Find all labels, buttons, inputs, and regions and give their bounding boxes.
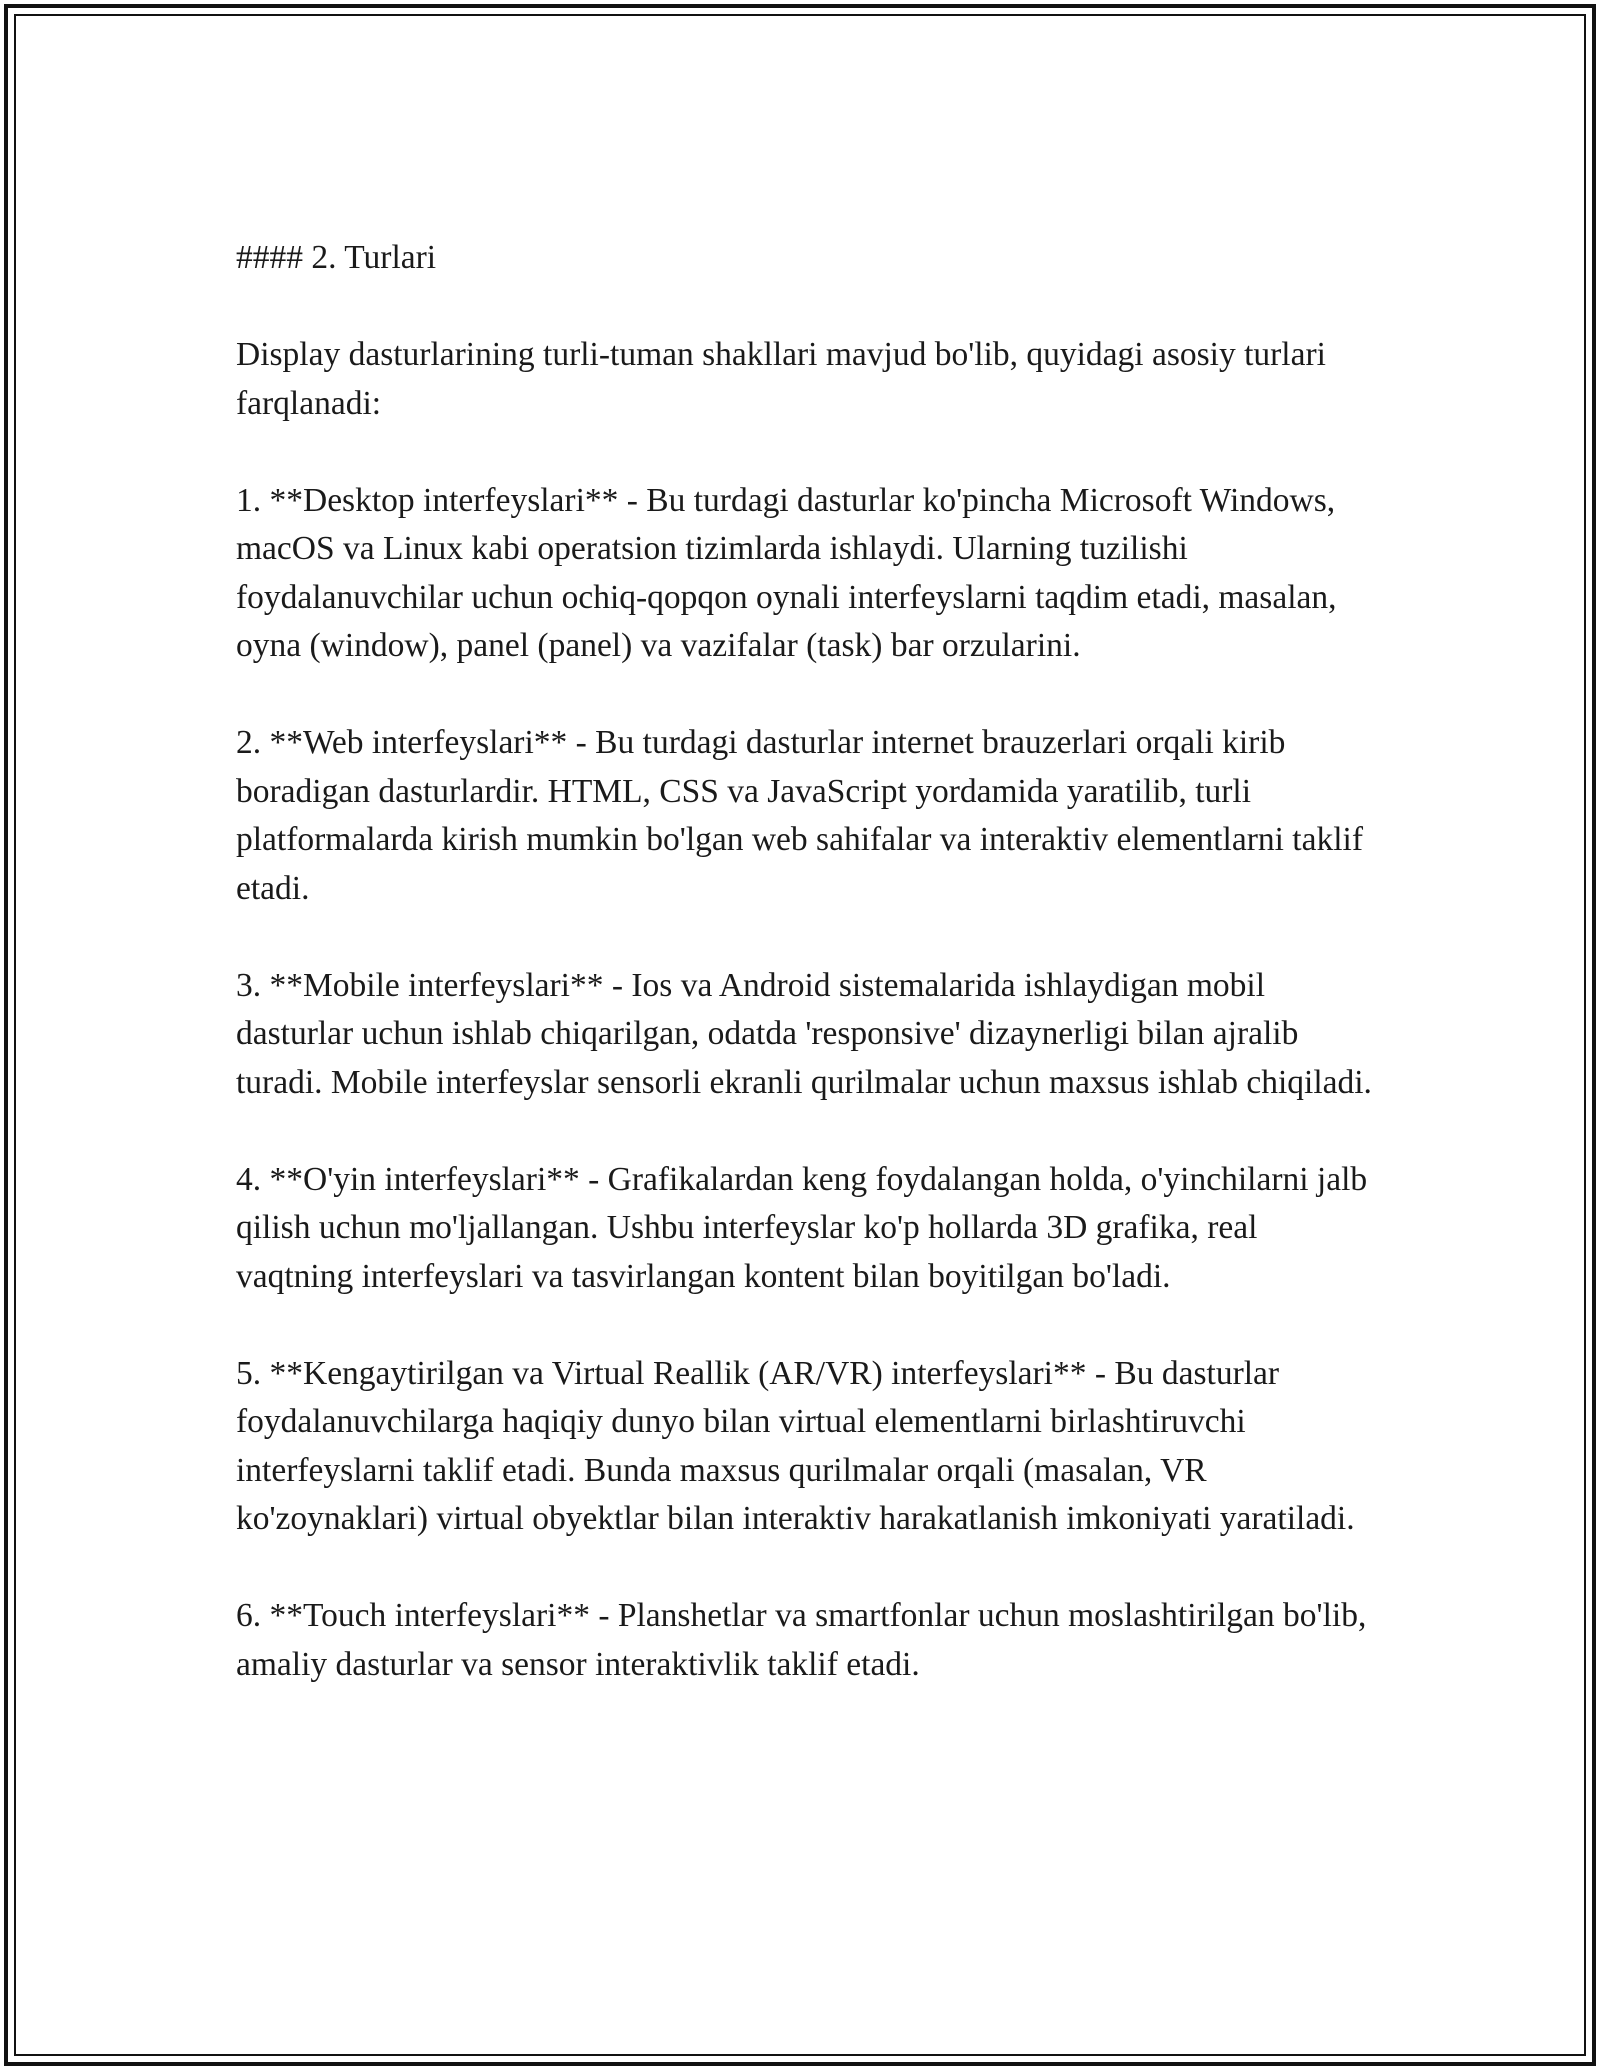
list-item-ar-vr: 5. **Kengaytirilgan va Virtual Reallik (AR/VR) interfeyslari** - Bu dasturlar foydalanuvchilarga haqiqiy dunyo bilan virtual elementlarni birlashtiruvchi interfeyslarni taklif etadi. Bunda maxsus qurilmalar orqali (masalan, VR ko'zoynaklari) virtual obyektlar bilan interaktiv harakatlanish imkoniyati yaratiladi.	[236, 1354, 1355, 1537]
list-item-desktop: 1. **Desktop interfeyslari** - Bu turdagi dasturlar ko'pincha Microsoft Windows, macOS va Linux kabi operatsion tizimlarda ishlaydi. Ularning tuzilishi foydalanuvchilar uchun ochiq-qopqon oynali interfeyslarni taqdim etadi, masalan, oyna (window), panel (panel) va vazifalar (task) bar orzularini.	[236, 481, 1337, 664]
section-heading: #### 2. Turlari	[236, 239, 437, 276]
list-item-web: 2. **Web interfeyslari** - Bu turdagi dasturlar internet brauzerlari orqali kirib boradigan dasturlardir. HTML, CSS va JavaScript yordamida yaratilib, turli platformalarda kirish mumkin bo'lgan web sahifalar va interaktiv elementlarni taklif etadi.	[236, 724, 1363, 907]
list-item-mobile: 3. **Mobile interfeyslari** - Ios va Android sistemalarida ishlaydigan mobil dasturlar uchun ishlab chiqarilgan, odatda 'responsive' dizaynerligi bilan ajralib turadi. Mobile interfeyslar sensorli ekranli qurilmalar uchun maxsus ishlab chiqiladi.	[236, 966, 1372, 1101]
list-item-game: 4. **O'yin interfeyslari** - Grafikalardan keng foydalangan holda, o'yinchilarni jalb qilish uchun mo'ljallangan. Ushbu interfeyslar ko'p hollarda 3D grafika, real vaqtning interfeyslari va tasvirlangan kontent bilan boyitilgan bo'ladi.	[236, 1160, 1368, 1295]
list-item-touch: 6. **Touch interfeyslari** - Planshetlar va smartfonlar uchun moslashtirilgan bo'lib, amaliy dasturlar va sensor interaktivlik taklif etadi.	[236, 1597, 1367, 1683]
document-body	[236, 234, 1376, 1738]
intro-paragraph: Display dasturlarining turli-tuman shakllari mavjud bo'lib, quyidagi asosiy turlari farqlanadi:	[236, 336, 1326, 422]
